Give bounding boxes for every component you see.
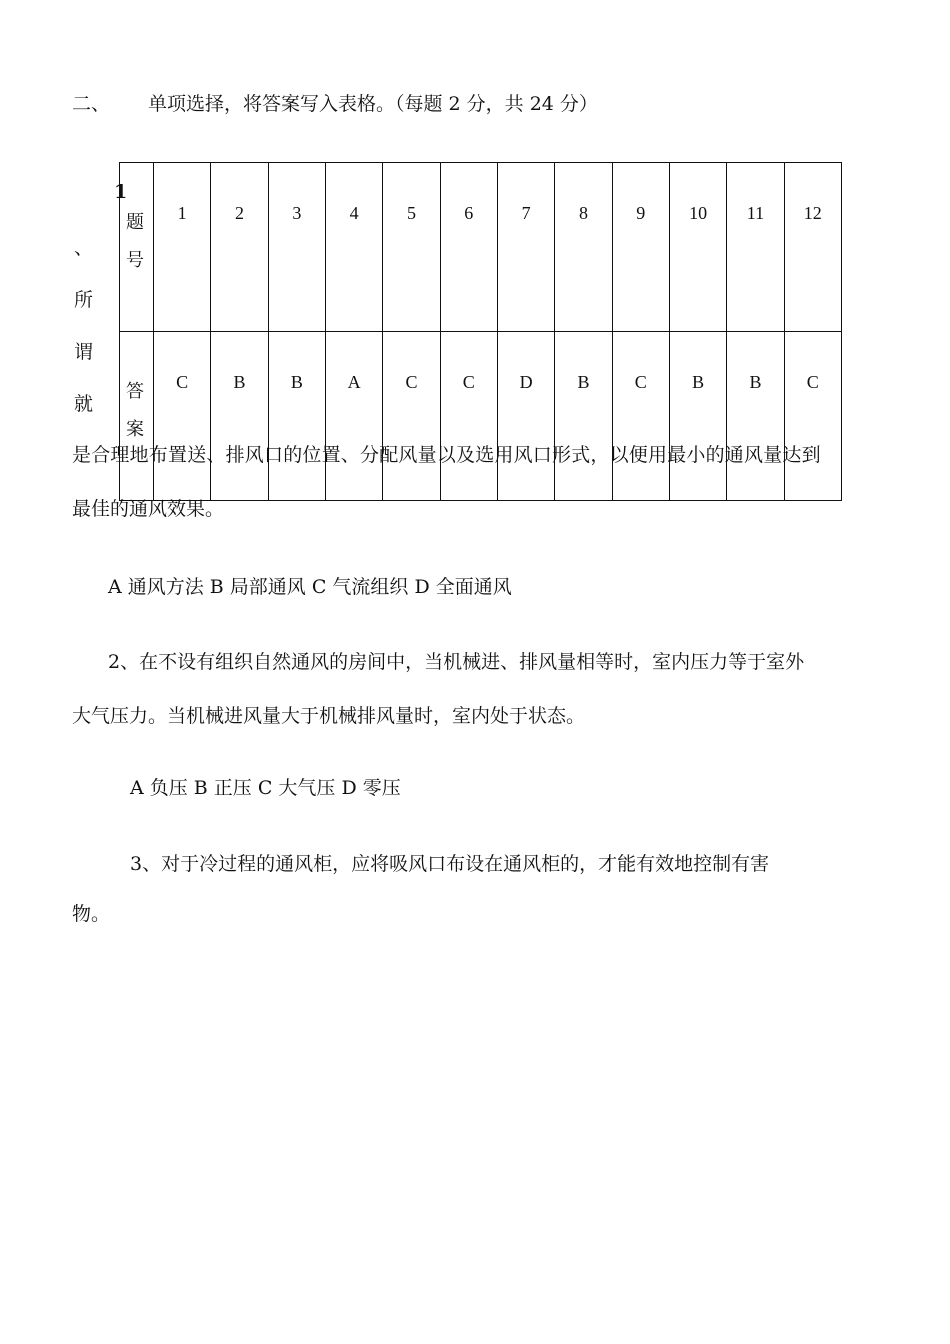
question-number-cell: 5 bbox=[383, 163, 440, 332]
question-number-cell: 12 bbox=[784, 163, 841, 332]
answer-cell: A bbox=[325, 332, 382, 501]
answer-cell: D bbox=[497, 332, 554, 501]
q2-text-line-2: 大气压力。当机械进风量大于机械排风量时，室内处于状态。 bbox=[72, 705, 586, 727]
answer-cell: C bbox=[383, 332, 440, 501]
q1-options: A 通风方法 B 局部通风 C 气流组织 D 全面通风 bbox=[108, 576, 512, 598]
q1-text-line-2: 最佳的通风效果。 bbox=[72, 498, 225, 520]
section-number: 二、 bbox=[72, 93, 111, 115]
q2-text-line-1: 2、在不设有组织自然通风的房间中，当机械进、排风量相等时，室内压力等于室外 bbox=[108, 651, 805, 673]
answer-cell: C bbox=[612, 332, 669, 501]
q1-text-line-1: 是合理地布置送、排风口的位置、分配风量以及选用风口形式，以便用最小的通风量达到 bbox=[72, 444, 821, 466]
question-number-cell: 11 bbox=[727, 163, 784, 332]
label-char: 题 bbox=[126, 212, 144, 232]
q1-separator: 、 bbox=[74, 237, 94, 259]
answer-cell: B bbox=[727, 332, 784, 501]
answer-cell: C bbox=[784, 332, 841, 501]
question-number-cell: 7 bbox=[497, 163, 554, 332]
answer-label bbox=[120, 332, 154, 501]
question-number-cell: 4 bbox=[325, 163, 382, 332]
question-number-cell: 2 bbox=[211, 163, 268, 332]
q1-char-2: 谓 bbox=[74, 341, 94, 363]
label-char: 号 bbox=[126, 250, 144, 270]
answer-cell: B bbox=[268, 332, 325, 501]
question-number-cell: 9 bbox=[612, 163, 669, 332]
q1-char-3: 就 bbox=[74, 393, 94, 415]
section-title: 单项选择，将答案写入表格。（每题 2 分，共 24 分） bbox=[148, 93, 598, 115]
q2-options: A 负压 B 正压 C 大气压 D 零压 bbox=[130, 777, 401, 799]
question-number-cell: 8 bbox=[555, 163, 612, 332]
q3-text-line-2: 物。 bbox=[72, 903, 111, 925]
q3-text-line-1: 3、对于冷过程的通风柜，应将吸风口布设在通风柜的，才能有效地控制有害 bbox=[130, 853, 770, 875]
answer-cell: B bbox=[211, 332, 268, 501]
label-char: 案 bbox=[126, 419, 144, 439]
answer-cell: B bbox=[669, 332, 726, 501]
question-number-cell: 3 bbox=[268, 163, 325, 332]
answer-cell: C bbox=[154, 332, 211, 501]
q1-char-1: 所 bbox=[74, 289, 94, 311]
question-number-cell: 10 bbox=[669, 163, 726, 332]
question-number-row bbox=[120, 163, 842, 332]
label-char: 答 bbox=[126, 381, 144, 401]
q1-number: 1 bbox=[114, 181, 128, 203]
answer-cell: C bbox=[440, 332, 497, 501]
question-number-label bbox=[120, 163, 154, 332]
answer-cell: B bbox=[555, 332, 612, 501]
question-number-cell: 1 bbox=[154, 163, 211, 332]
answer-row bbox=[120, 332, 842, 501]
question-number-cell: 6 bbox=[440, 163, 497, 332]
